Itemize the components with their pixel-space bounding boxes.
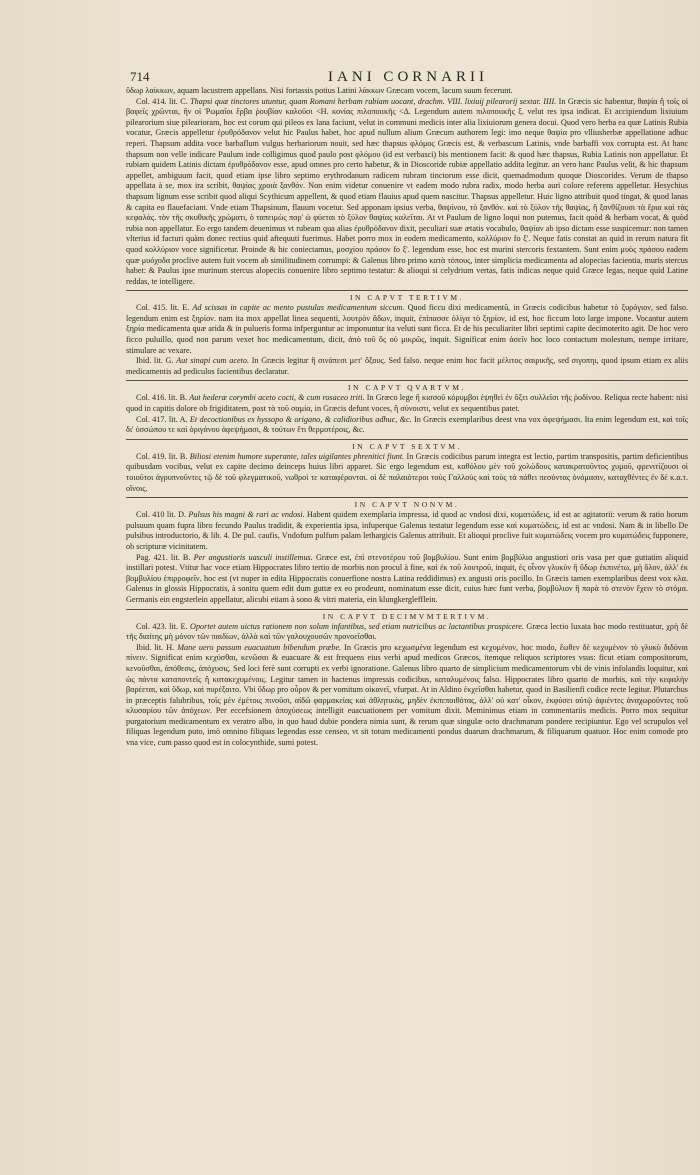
paragraph-text: In Græco lege ἢ κισσοῦ κόρυμβοι ἑψηθεὶ ἐν ὄξει συλλεῖσι τῆς ῥοδίνου. Reliqua recte habent: nisi quod in capitis dolore ob frigiditatem, post τὰ τοῦ σαμία, in Græcis defunt voces, ἢ σύνοιστι, velut ex sequentibus patet. [126, 393, 688, 414]
paragraph [126, 393, 688, 414]
quoted-lemma: Ad scissas in capite ac mento pustulas medicamentum siccum. [192, 303, 405, 313]
quoted-lemma: Per angustioris uasculi instillemus. [193, 552, 313, 562]
chapter-heading: IN CAPVT QVARTVM. [126, 380, 688, 393]
quoted-lemma: Biliosi etenim humore superante, tales uigilantes phrenitici fiunt. [189, 451, 405, 461]
paragraph [126, 510, 688, 552]
paragraph [126, 553, 688, 606]
paragraph-text: ὕδωρ λαίκκων, aquam lacustrem appellans. Nisi fortassis potius Latini λάκκων Græcam vocem, lacum suum fecerunt. [126, 86, 513, 95]
quoted-lemma: Et decoctionibus ex hyssopo & origano, & calidioribus adhuc, &c. [189, 414, 412, 424]
quoted-lemma: Aut sinapi cum aceto. [176, 356, 250, 366]
quoted-lemma: Thapsi quæ tinctores utuntur, quam Romani herbam rubiam uocant, drachm. VIII. lixiuij pilearorij sextar. IIII. [190, 96, 557, 106]
paragraph [126, 97, 688, 288]
quoted-lemma: Aut hederæ corymbi aceto cocti, & cum rosaceo triti. [189, 393, 365, 403]
column-reference: Col. 417. lit. A. [136, 414, 188, 424]
paragraph [126, 622, 688, 643]
column-reference: Col. 423. lit. E. [136, 621, 188, 631]
body-text [126, 86, 688, 1106]
column-reference: Pag. 421. lit. B. [136, 552, 191, 562]
paragraph-text: In Græcis codicibus parum integra est lectio, partim transpositis, partim deficientibus quibusdam vocibus, velut ex capite decimo deinceps huius libri apparet. Sic ergo legendum est, καθόλου μὲν τοῦ χολώδους κατακρατοῦντος χυμοῦ, φρενιτίζουσι οἱ τοιοῦτοι ἀγρυπνοῦντες τῷ δὲ τοῦ φλεγματικοῦ, νωθροὶ τε καταφέρονται. οἱ δὲ παλαιότεροι τοὺς Γαλλοὺς καὶ τοὺς τὰ πάθει πεσόντας ὀνόμασιν, καταχθέντες ἐν δὲ κ.α.τ. οἴνοις. [126, 451, 688, 493]
chapter-heading: IN CAPVT NONVM. [126, 497, 688, 510]
chapter-heading: IN CAPVT SEXTVM. [126, 439, 688, 452]
chapter-heading: IN CAPVT TERTIVM. [126, 290, 688, 303]
paragraph-text: In Græcis pro κεχωσμένα legendum est κεχυμένον, hoc modo, ἕωθεν δὲ κεχυμένον τὸ γλυκὺ διδόναι πίνειν. Significat enim κεχύσθαι, κενῶσαι & euacuare & est frequens eius verbi apud medicos Græcos, itemque reliquos scriptores vsus: ficut etiam compositorum, κενοῦσθαι, ἀπόθεσις, ἀπόχυσις. Sed loci ferè sunt corrupti ex verbi ignoratione. Galenus libro quarto de simplicium medicamentorum vbi de vinis infolandis loquitur, καὶ ὡς πάντα καταποντεῖς ἢ κατακεχυμένοις. Legitur tamen in hactenus impressis codicibus, καταλυμένοις falso. Hippocrates libro quarto de morbis, καὶ τὴν κεφαλὴν βαρέεται, καὶ ὕδωρ, καὶ πυρέξαιτο. Vbi ὕδωρ pro οὖρον & per vomitum οἰκανεῖ, vfurpat. At in Aldino ἐκχεῖσθαι habetur, quod in Basilienfi codice recte legitur. Plutarchus in præceptis falubribus, τοῖς μὲν ἐμέτοις πινοῦσι, αἰδῶ φαρμακείας καὶ ἀθλητικὰς, μηδὲν ἐκπεποιθότας, ἀλλ' οὐ κατ' οἶκον, ἐκφύσει αὐτῷ ἀφιέντες ἀναχωροῦντες τοῦ κλυσαρίου τῶν ἀπόχεων. Per eccefsionem ἀποχύσεως intelligit euacuationem per vomitum dixit. Meminimus etiam in commentariis medicis. Porro mox sequitur purgatorium medicamentum ex veratro albo, in quo haud dubie pondera nimia sunt, & rerum quæ singulæ octo drachmarum pondere recipiuntur. Ego vel scrupulos vel filiquas legendum puto, imò omnino filiquas legendas esse censeo, vt sit totum medicamenti pondus duarum drachmarum, & filiquarum quatuor. Hoc enim comode pro vna vice, cum passo quod est in colocynthide, sumi potest. [126, 642, 688, 748]
paragraph-text: Quod ficcu dixi medicamentũ, in Græcis codicibus habetur τὸ ξυρόγιον, sed falso. legendum enim est ξηρίον. nam ita mox appellat linea sequenti, λουτρὸν ἄδων, inquit, ἐπίπασσε ὀλίγα τὸ ξηρίον, id est, hoc ficcum loto large impone. Vocantur autem ξηρία medicamenta quæ arida & in pulueris forma infperguntur ac imponuntur ita veluti sunt ficca. Et de his peculiariter libri septimi capite decimoterito agit. De hoc vero ficco puluillo, quod non parum vexet hoc medicamentum, dicit, ἀπὸ τοῦ ὃς οὐ μικρῶς, inquit. Significat enim ἀσεῖν hoc loco contactum molestum, nempe irritare, stimulare ac vexare. [126, 303, 688, 355]
paragraph [126, 356, 688, 377]
column-reference: Ibid. lit. H. [136, 642, 175, 652]
paragraph [126, 303, 688, 356]
paragraph-text: In Græcis sic habentur, θαψία ἢ τοῖς οἱ βαφεῖς χρῶνται, ἣν οἱ Ῥωμαῖοι ἔρβα ῥουβίαν καλοῦσι <Η. κονίας πιλοποιικῆς <Δ. Legendum autem πιλοποιικῆς ξ. velut res ipsa indicat. Et accipiendum lixiuium pilearorium siue pilearioram, hoc est corum qui pileos ex lana faciunt, velut in communi medicis inter alia lixiuiorum genera docui. Quod vero herba ea quæ Latinis Rubia vocatur, Græcis appelletur ἐρυθρόδανον velut hic Paulus habet, hoc apud nullum alium Græcum authorem legi: imo neque θαψία pro vlliusherbæ appellatione adhuc reperi. Thapsum addita voce barbaflum vulgus herbariorum nouit, sed hæc thapsus φλόμος Græcis est, & verbascum Latinis, vnde barbaffi vox corrupta est. At hanc thapsum non velle indicare Paulum inde colligimus quod paulo post φλόμου (id est verbasci) bis mentionem facit: & quod hæc thapsus, Rubia Latinis non appellatur. Et rubiam quidem Latinis dictam ἐρυθρόδανον esse, apud omnes pro certo habetur, & in Dioscoride rubiæ appellatio addita legitur. an vero hanc Paulus velit, & hic thapsum appellet, ambiguum facit, quod etiam ipse libro septimo erythrodanum radicem rubram tinctorum esse dicit, quemadmodum quoque Dioscorides. Verum de thapso appellata à se, mox ira scribit, θαψίας χροιὰ ξανθόν. Non enim videtur conuenire vt eadem modo rubra radix, modo herba auri colore referens appelletur. Hesychius thapsum lignum esse scribit quod aliqui Scythicum appellent, & quod etiam flauius apud quem nascitur. Thapsus appelletur. Huic ligno attribuit quod tingat, & quod lanas & capita eo flauefaciant. Vnde etiam Thapsinum, flauum vocetur. Sed apponam ipsius verba, θαψίνου, τὸ ξανθόν. καὶ τὸ ξύλον τῆς θαψίας, ἢ ξανθίζουσι τὰ ἔρια καὶ τὰς κεφαλάς. τὸν τῆς σκυθικῆς χρώματι, ὁ ταπειμὼς παρ' ὡ φύεται τὸ ξύλον θαψίας καλεῖται. At vt Paulum de ligno loqui non putemus, facit quòd & herbam vocat, & quòd rubia non appellatur. Eo ergo tandem deuenimus vt rubeam qua alias ἐρυθρόδανον dixit, peculiari suæ ætatis vocabulo, θαψίαν ab ipso dictam esse suspicemur: non tamen vlterius id facturi quàm donec rectius quid aftequuti fuerimus. Habet porro mox in eodem medicamento, κολλύριον fo ξ'. Neque fatis constat an quid in rerum natura fit quod κολλύριον voce significetur. Proinde & hic coniectamus, μοσχίου πράσον fo ξ'. legendum esse, hoc est murini stercoris fextantem. Sunt enim μυὸς πράσου eadem quæ μυόχοδα proclive autem fuit vocem ab similitudinem corrumpi: & Galenus libro primo κατὰ τόπους, inter simplicia medicamenta ad alopecias facientia, muris stercus habet: & Paulus ipse murinum stercus alopeciis conuenire libro septimo testatur: & alioqui si celydrium vertas, fatis indicas neque quid Græce legas, neque quid Latine reddas, te intelligere. [126, 96, 688, 286]
paragraph-text: In Græcis exemplaribus deest vna vox ἀφεψήμασι. Ita enim legendum est, καὶ τοῖς δι' ὑσσώπου τε καὶ ὀριγάνου ἀφεψήμασι, & τούτων ἔτι θερμοτέροις, &c. [126, 414, 688, 435]
column-reference: Col. 416. lit. B. [136, 393, 188, 403]
paragraph [126, 643, 688, 749]
column-reference: Col. 415. lit. E. [136, 303, 190, 313]
column-reference: Col. 410 lit. D. [136, 510, 187, 520]
paragraph-text: Habent quidem exemplaria impressa, id quod ac vndosi dixi, κυματώδεις, id est ac agitatorii: verum & ratio horum pulsuum quam fupra libro fecundo Paulus tradidit, & experientia ipsa, infuperque Galenus testatur legendum esse καὶ κυματώδεις, id est ac vndosi. Nam & in libello De pulsibus introductorio, & lib. 4. De pul. caufis, Vndofum pulfum palam lethargicis Galenus attribuit. Et alioqui proclive fuit κυματώδεις vocem pro κυματώδεις fupponere, ob scripturæ vicinitatem. [126, 510, 688, 551]
column-reference: Col. 414. lit. C. [136, 96, 188, 106]
quoted-lemma: Pulsus his magni & rari ac vndosi. [188, 510, 305, 520]
column-reference: Col. 419. lit. B. [136, 451, 188, 461]
quoted-lemma: Mane uero passum euacuatum bibendum præbe. [177, 642, 342, 652]
paragraph-text: In Græcis legitur ἢ σινάπεσι μετ' ὄξους. Sed falso. neque enim hoc facit μέλιτος σαιρικῆς, sed σιγοπηι, quod ipsum etiam ex aliis medicamentis ad pediculos facientibus declaratur. [126, 356, 688, 376]
chapter-heading: IN CAPVT DECIMVMTERTIVM. [126, 609, 688, 622]
running-head: IANI CORNARII [328, 69, 488, 85]
column-reference: Ibid. lit. G. [136, 356, 174, 366]
paragraph [126, 415, 688, 436]
paragraph [126, 452, 688, 494]
paragraph [126, 86, 688, 97]
page-number: 714 [130, 69, 150, 84]
paragraph-text: Græce est, ἐπὶ στενοτέρου τοῦ βομβυλίου. Sunt enim βομβύλια angustiori oris vasa per quæ guttatim aliquid instillari potest. Vtitur hac voce etiam Hippocrates libro tertio de morbis non procul à fine, καὶ ἐκ τοῦ λουτροῦ, inquit, ἐς οἶνον γλυκὺν ἢ ὕδωρ ἐκπινέτω, μὴ ὅλον, ἀλλ' ἐκ βομβυλίου ἐπιρροφεῖν. hoc est (vt nuper in edita Hippocratis conuerfione nostra Latina reddidimus) ex angusti oris pocillo. In Græcis tamen exemplaribus deest vox κλα. Galenus in glossis Hippocratis, à sonitu quem edit dum guttæ ex eo prodeunt, nominatum esse dicit, cuius hæc funt verba, βομβύλιον ἢ παρὰ τὸ στενὸν ἔχειν τὸ στόμα. Germanis ein engsterlein appellatur, alicubi etiam à sono & vitri materia, ein klungkerglefflein. [126, 552, 688, 604]
paragraph-text: Græca lectio luxata hoc modo restituatur, χρὴ δὲ τῆς διαίτης μὴ μόνον τῶν παιδίων, ἀλλὰ καὶ τῶν γαλουχουσῶν προνοεῖσθαι. [126, 621, 688, 642]
quoted-lemma: Oportet autem uictus rationem non solum infantibus, sed etiam nutricibus ac lactantibus prospicere. [190, 621, 524, 631]
page-header [128, 69, 688, 87]
